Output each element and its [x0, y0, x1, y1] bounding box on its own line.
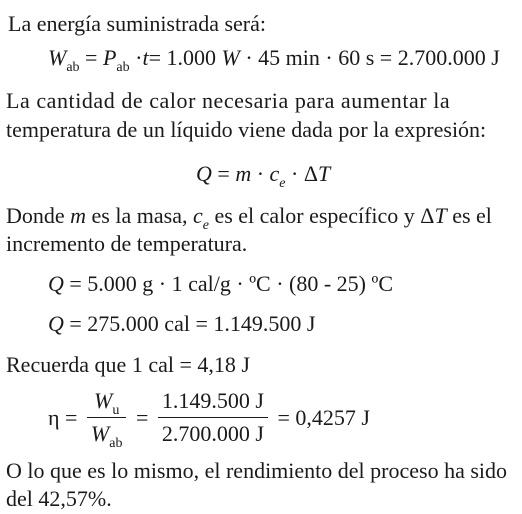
- equals-sign: =: [217, 161, 230, 186]
- energy-result: · 45 min · 60 s = 2.700.000 J: [245, 45, 500, 70]
- conclusion-line-2: del 42,57%.: [6, 486, 112, 511]
- w-subscript: ab: [66, 60, 80, 75]
- definitions-line-2: incremento de temperatura.: [6, 231, 248, 256]
- intro-energy-text: La energía suministrada será:: [8, 11, 266, 36]
- numerator-value: 1.149.500 J: [158, 389, 268, 418]
- heat-calculation: [48, 273, 393, 295]
- definitions-line-1: [6, 203, 492, 233]
- heat-result: [48, 313, 315, 335]
- eta-symbol: η =: [48, 404, 78, 430]
- w-symbol: W: [94, 388, 113, 413]
- w-subscript: ab: [109, 436, 123, 452]
- c-subscript: e: [202, 218, 209, 233]
- t-symbol: T: [434, 203, 447, 228]
- w-symbol: W: [48, 45, 67, 70]
- q-symbol: Q: [48, 311, 64, 336]
- c-subscript: e: [279, 176, 286, 191]
- q-symbol: Q: [48, 271, 64, 296]
- power-value: = 1.000: [148, 45, 222, 70]
- def-text-a: Donde: [6, 203, 71, 228]
- dot-operator: ·: [256, 161, 265, 186]
- t-symbol: t: [142, 45, 149, 70]
- def-text-e: es el: [446, 203, 492, 228]
- efficiency-result: = 0,4257 J: [277, 404, 370, 430]
- work-ratio-fraction: [87, 388, 127, 452]
- def-text-d: es el calor específico y Δ: [208, 203, 435, 228]
- denominator-value: 2.700.000 J: [161, 421, 264, 447]
- heat-result-values: = 275.000 cal = 1.149.500 J: [69, 311, 316, 336]
- m-symbol: m: [70, 203, 87, 228]
- equals-sign: =: [135, 404, 149, 430]
- energy-equation: [48, 45, 500, 75]
- conversion-reminder: Recuerda que 1 cal = 4,18 J: [6, 352, 250, 377]
- m-symbol: m: [235, 161, 252, 186]
- t-symbol: T: [318, 161, 331, 186]
- efficiency-equation: [48, 388, 370, 452]
- c-symbol: c: [269, 161, 280, 186]
- p-symbol: P: [102, 45, 117, 70]
- conclusion-line-1: O lo que es lo mismo, el rendimiento del proceso ha sido: [6, 458, 508, 483]
- heat-intro-line-2: temperatura de un líquido viene dada por la expresión:: [6, 117, 487, 142]
- heat-formula: [196, 161, 331, 191]
- def-text-b: es la masa,: [86, 203, 193, 228]
- c-symbol: c: [192, 203, 203, 228]
- p-subscript: ab: [116, 60, 130, 75]
- heat-calc-values: = 5.000 g · 1 cal/g · ºC · (80 - 25) ºC: [69, 271, 393, 296]
- dot-operator: ·: [135, 45, 143, 70]
- delta-operator: · Δ: [291, 161, 318, 186]
- values-fraction: [158, 389, 268, 446]
- w-symbol: W: [90, 421, 110, 447]
- equals-sign: =: [85, 45, 98, 70]
- heat-intro-line-1: La cantidad de calor necesaria para aumentar la: [6, 88, 451, 113]
- w-subscript: u: [112, 403, 120, 418]
- q-symbol: Q: [196, 161, 212, 186]
- watt-unit: W: [221, 45, 240, 70]
